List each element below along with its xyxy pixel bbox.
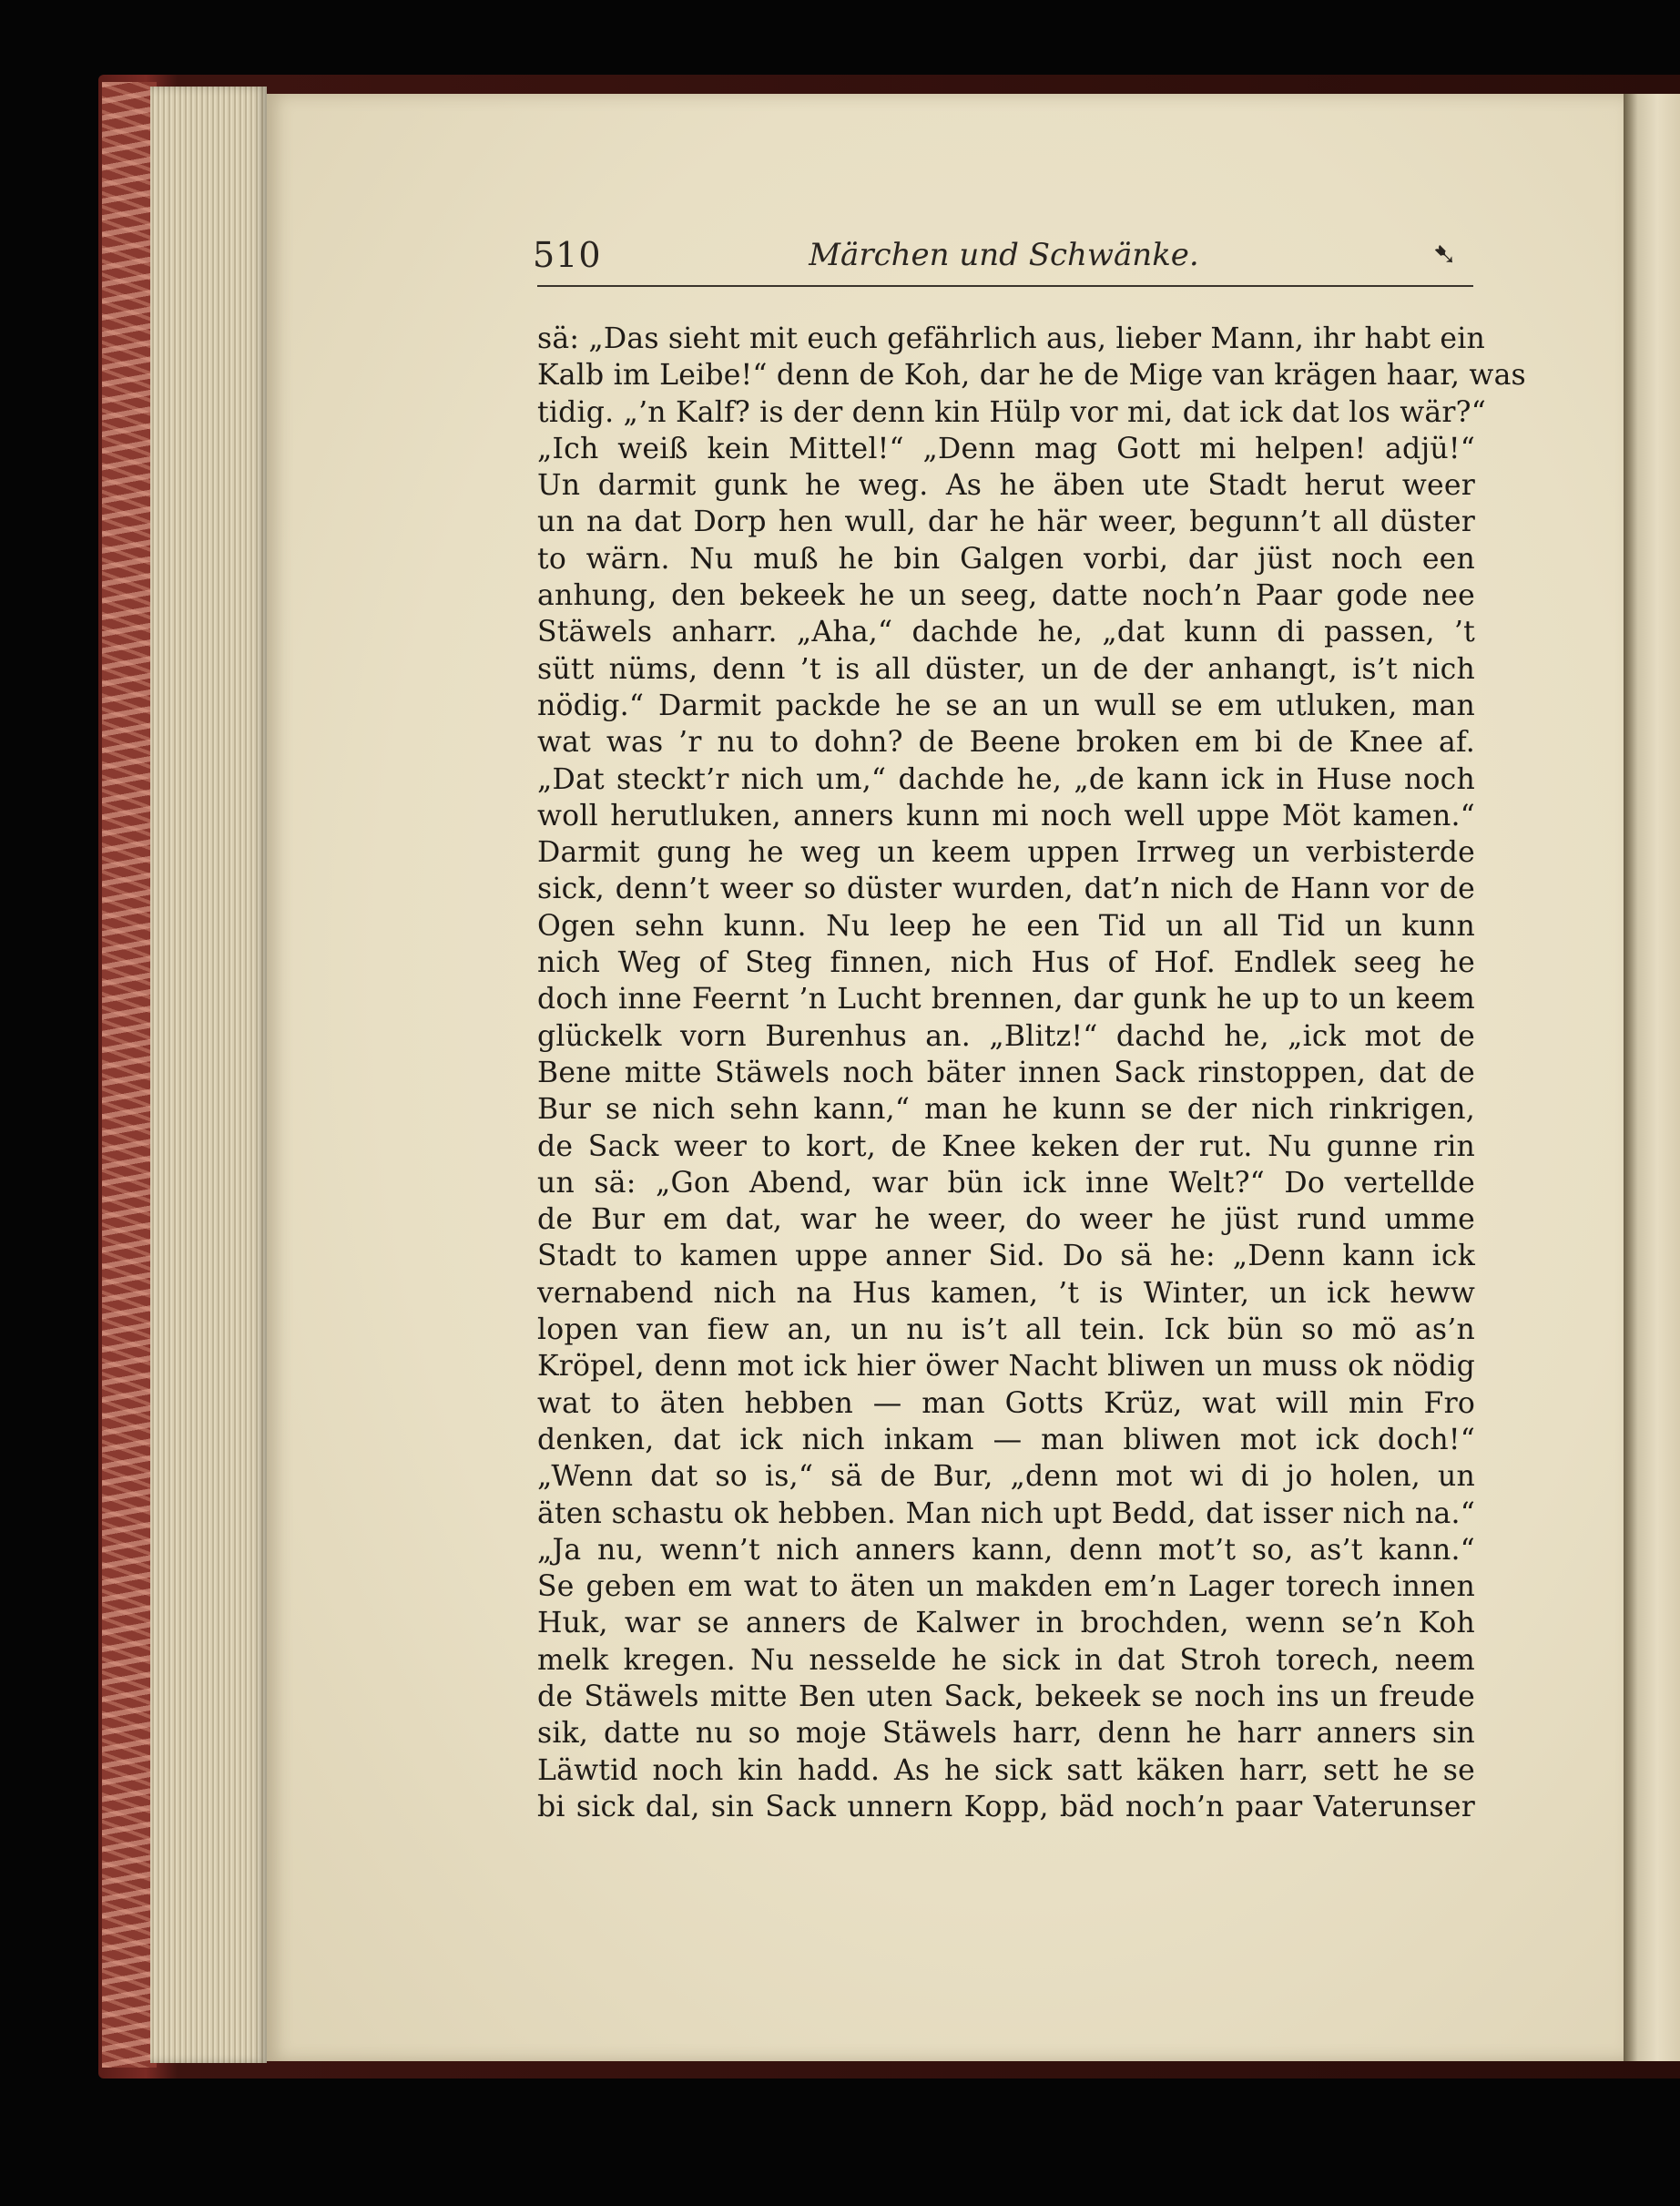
- text-line: „Wenn dat so is,“ sä de Bur, „denn mot wi di jo holen, un: [537, 1460, 1475, 1494]
- text-line: lopen van fiew an, un nu is’t all tein. Ick bün so mö as’n: [537, 1313, 1475, 1347]
- page-number: 510: [533, 235, 602, 275]
- running-title: Märchen und Schwänke.: [809, 237, 1199, 273]
- text-line: denken, dat ick nich inkam — man bliwen mot ick doch!“: [537, 1423, 1475, 1456]
- marbled-edge: [102, 82, 157, 2068]
- text-line: woll herutluken, anners kunn mi noch well uppe Möt kamen.“: [537, 799, 1475, 832]
- text-line: sä: „Das sieht mit euch gefährlich aus, lieber Mann, ihr habt ein: [537, 322, 1486, 355]
- text-line: Bur se nich sehn kann,“ man he kunn se der nich rinkrigen,: [537, 1093, 1475, 1127]
- text-line: Huk, war se anners de Kalwer in brochden, wenn se’n Koh: [537, 1607, 1475, 1640]
- ornament-icon: ➷: [1432, 237, 1457, 271]
- text-line: sütt nüms, denn ’t is all düster, un de der anhangt, is’t nich: [537, 652, 1475, 686]
- text-line: bi sick dal, sin Sack unnern Kopp, bäd noch’n paar Vaterunser: [537, 1790, 1475, 1823]
- text-line: tidig. „’n Kalf? is der denn kin Hülp vor mi, dat ick dat los wär?“: [537, 395, 1486, 429]
- book-gutter: [1624, 94, 1680, 2061]
- text-line: „Dat steckt’r nich um,“ dachde he, „de kann ick in Huse noch: [537, 762, 1475, 796]
- text-line: „Ich weiß kein Mittel!“ „Denn mag Gott mi helpen! adjü!“: [537, 432, 1475, 465]
- text-line: doch inne Feernt ’n Lucht brennen, dar gunk he up to un keem: [537, 983, 1475, 1016]
- text-line: sik, datte nu so moje Stäwels harr, denn he harr anners sin: [537, 1717, 1475, 1751]
- text-line: äten schastu ok hebben. Man nich upt Bedd, dat isser nich na.“: [537, 1496, 1475, 1530]
- text-line: Kalb im Leibe!“ denn de Koh, dar he de Mige van krägen haar, was: [537, 359, 1526, 393]
- text-line: un sä: „Gon Abend, war bün ick inne Welt?“ Do vertellde: [537, 1166, 1475, 1200]
- text-line: anhung, den bekeek he un seeg, datte noch’n Paar gode nee: [537, 579, 1475, 613]
- text-line: wat was ’r nu to dohn? de Beene broken em bi de Knee af.: [537, 726, 1475, 760]
- text-line: Un darmit gunk he weg. As he äben ute Stadt herut weer: [537, 469, 1475, 503]
- page-header: [533, 235, 1475, 290]
- text-line: glückelk vorn Burenhus an. „Blitz!“ dachd he, „ick mot de: [537, 1019, 1475, 1053]
- page-stack: [150, 87, 267, 2063]
- text-line: „Ja nu, wenn’t nich anners kann, denn mot’t so, as’t kann.“: [537, 1533, 1475, 1567]
- header-rule: [537, 285, 1473, 287]
- body-text: [537, 321, 1526, 1825]
- text-line: Se geben em wat to äten un makden em’n Lager torech innen: [537, 1570, 1475, 1604]
- text-line: un na dat Dorp hen wull, dar he här weer, begunn’t all düster: [537, 506, 1475, 539]
- text-line: de Bur em dat, war he weer, do weer he jüst rund umme: [537, 1203, 1475, 1237]
- text-line: Stäwels anharr. „Aha,“ dachde he, „dat kunn di passen, ’t: [537, 616, 1475, 649]
- text-line: Läwtid noch kin hadd. As he sick satt käken harr, sett he se: [537, 1753, 1475, 1787]
- text-line: sick, denn’t weer so düster wurden, dat’n nich de Hann vor de: [537, 873, 1475, 906]
- text-line: Darmit gung he weg un keem uppen Irrweg un verbisterde: [537, 836, 1475, 870]
- text-line: Bene mitte Stäwels noch bäter innen Sack rinstoppen, dat de: [537, 1056, 1475, 1089]
- text-line: wat to äten hebben — man Gotts Krüz, wat will min Fro: [537, 1386, 1475, 1420]
- text-line: Kröpel, denn mot ick hier öwer Nacht bliwen un muss ok nödig: [537, 1350, 1475, 1384]
- text-line: nich Weg of Steg finnen, nich Hus of Hof. Endlek seeg he: [537, 946, 1475, 980]
- text-line: melk kregen. Nu nesselde he sick in dat Stroh torech, neem: [537, 1643, 1475, 1677]
- text-line: nödig.“ Darmit packde he se an un wull se em utluken, man: [537, 689, 1475, 722]
- text-line: vernabend nich na Hus kamen, ’t is Winter, un ick heww: [537, 1276, 1475, 1310]
- text-line: de Stäwels mitte Ben uten Sack, bekeek se noch ins un freude: [537, 1680, 1475, 1713]
- text-line: Stadt to kamen uppe anner Sid. Do sä he: „Denn kann ick: [537, 1240, 1475, 1273]
- text-line: to wärn. Nu muß he bin Galgen vorbi, dar jüst noch een: [537, 542, 1475, 576]
- text-line: de Sack weer to kort, de Knee keken der rut. Nu gunne rin: [537, 1129, 1475, 1163]
- text-line: Ogen sehn kunn. Nu leep he een Tid un all Tid un kunn: [537, 909, 1475, 943]
